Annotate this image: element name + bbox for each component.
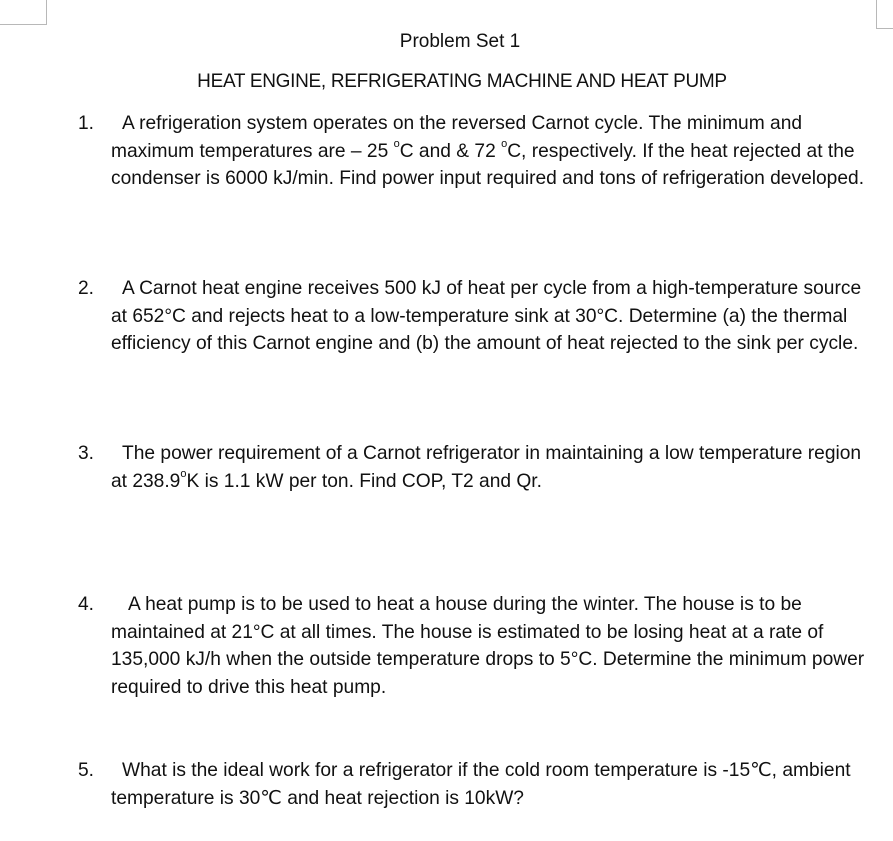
problem-number: 3.	[78, 443, 95, 464]
problem-4	[78, 591, 878, 701]
problem-text: What is the ideal work for a refrigerator if the cold room temperature is -15℃, ambient temperature is 30℃ and heat rejection is 10kW?	[111, 760, 851, 809]
degree-superscript: o	[393, 138, 400, 151]
degree-superscript: o	[501, 138, 508, 151]
page-corner-mark-left	[0, 0, 47, 25]
problem-1	[78, 110, 878, 193]
page-title: Problem Set 1	[399, 31, 521, 52]
problem-2	[78, 275, 878, 358]
problem-number: 4.	[78, 594, 95, 615]
problem-3	[78, 440, 878, 495]
problem-text: The power requirement of a Carnot refrigerator in maintaining a low temperature region at 238.9$^o$K is 1.1 kW per ton. Find COP, T2 and Qr.	[111, 443, 862, 492]
problem-number: 1.	[78, 113, 95, 134]
problem-number: 2.	[78, 278, 95, 299]
problem-text: A refrigeration system operates on the reversed Carnot cycle. The minimum and maximum temperatures are – 25 $^o$C and & 72 $^o$C, respectively. If the heat rejected at the condenser is 6000 kJ/min. Find power input required and tons of refrigeration developed.	[111, 113, 865, 189]
degree-superscript: o	[180, 468, 187, 481]
page-corner-mark-right	[876, 0, 893, 29]
problem-number: 5.	[78, 760, 95, 781]
section-heading: HEAT ENGINE, REFRIGERATING MACHINE AND HEAT PUMP	[197, 71, 727, 92]
problem-text: A heat pump is to be used to heat a house during the winter. The house is to be maintained at 21°C at all times. The house is estimated to be losing heat at a rate of 135,000 kJ/h when the outside temperature drops to 5°C. Determine the minimum power required to drive this heat pump.	[111, 594, 865, 698]
problem-5	[78, 757, 878, 812]
problem-text: A Carnot heat engine receives 500 kJ of heat per cycle from a high-temperature source at 652°C and rejects heat to a low-temperature sink at 30°C. Determine (a) the thermal efficiency of this Carnot engine and (b) the amount of heat rejected to the sink per cycle.	[111, 278, 862, 354]
